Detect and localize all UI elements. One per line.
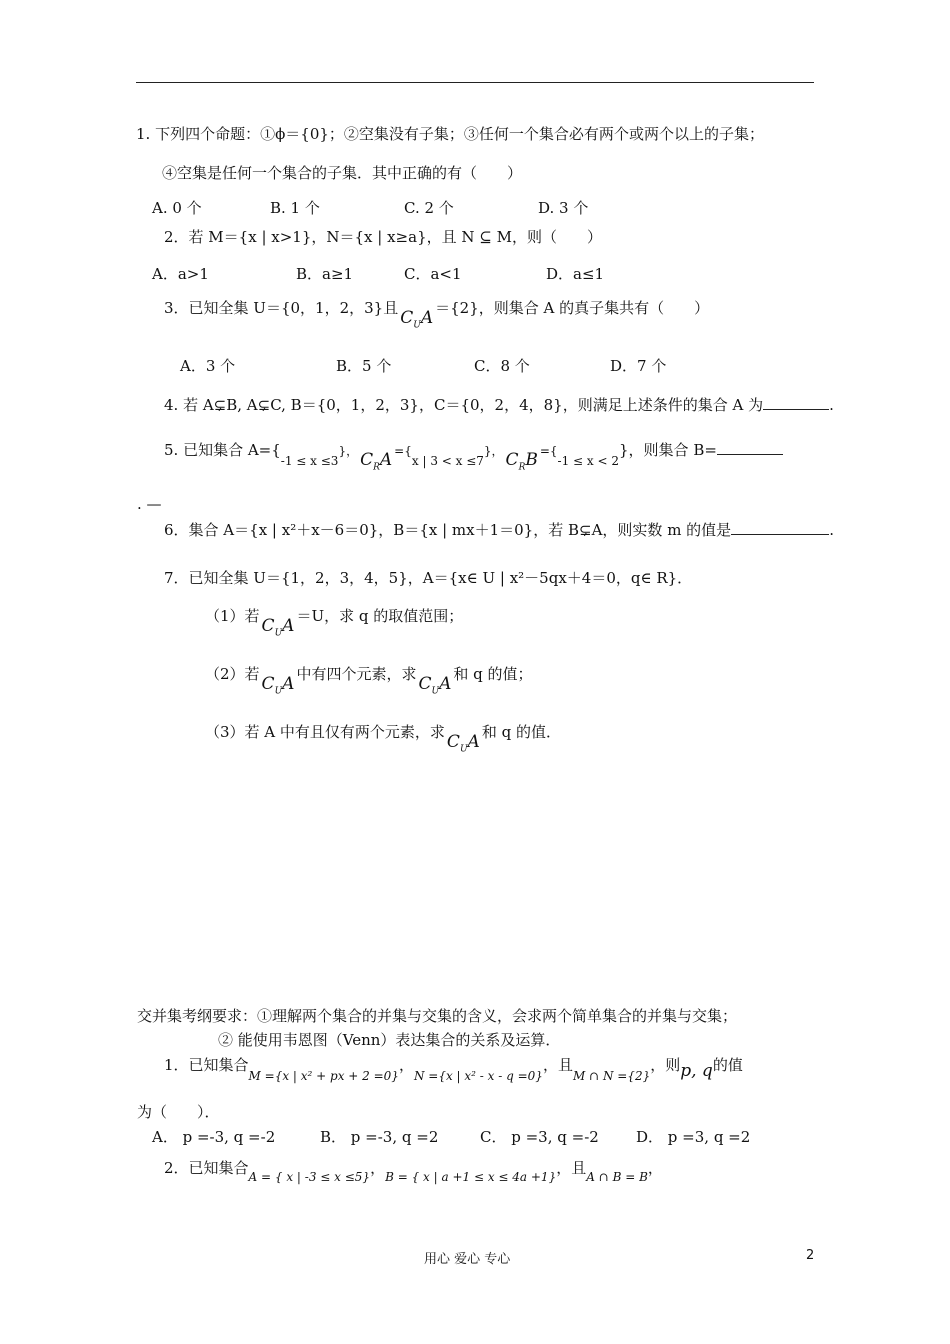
q7-p2-a: （2）若	[205, 665, 260, 683]
q1-option-d: D. 3 个	[538, 199, 589, 217]
s1-option-a: A． p =-3, q =-2	[152, 1128, 276, 1146]
q5-cra-sub: R	[373, 462, 380, 473]
q7-p2-cu2-sub: U	[431, 686, 440, 697]
s1-c: ，则	[650, 1056, 681, 1074]
q3-option-d: D．7 个	[610, 357, 667, 375]
q5-b: }，	[338, 444, 359, 458]
q2-option-c: C．a<1	[404, 265, 462, 283]
q1-option-a: A. 0 个	[152, 199, 202, 217]
q7-p1-cu: C	[261, 616, 275, 636]
page-number: 2	[806, 1248, 815, 1263]
q7-p2-cu: C	[261, 674, 275, 694]
q5-eq2: ={	[539, 444, 558, 458]
q7-p2-cu-a: A	[282, 674, 295, 694]
s2-set-b: B = { x | a +1 ≤ x ≤ 4a +1}	[385, 1170, 557, 1184]
q5-continuation: . —	[137, 495, 162, 513]
q5-set3: -1 ≤ x < 2	[557, 454, 620, 468]
q7-p1-b: ＝U，求 q 的取值范围；	[296, 607, 464, 625]
q3-stem-a: 3．已知全集 U＝{0，1，2，3}且	[164, 299, 399, 317]
header-rule	[136, 82, 814, 83]
q7-part1	[205, 606, 464, 639]
q5-crb-b: B	[525, 450, 538, 470]
s1-set-m: M ={x | x² + px + 2 =0}	[248, 1069, 399, 1083]
q4-end: .	[829, 396, 834, 414]
q4-line	[164, 395, 834, 415]
q5-crb-c: C	[505, 450, 519, 470]
s2-c: ，	[647, 1159, 663, 1177]
q7-p3-cu: C	[446, 732, 460, 752]
q6-text: 6．集合 A＝{x | x²＋x－6＝0}，B＝{x | mx＋1＝0}，若 B⊊A，则实数 m 的值是	[164, 521, 732, 539]
s2-stem	[164, 1158, 663, 1184]
q5-cra-a: A	[379, 450, 393, 470]
q7-p1-cu-sub: U	[274, 628, 283, 639]
s1-pq: p, q	[680, 1061, 713, 1081]
s2-b: ，且	[556, 1159, 587, 1177]
s2-condition: A ∩ B = B	[586, 1170, 648, 1184]
s1-intersection: M ∩ N ={2}	[572, 1069, 651, 1083]
q5-set1: -1 ≤ x ≤3	[280, 454, 339, 468]
q2-option-d: D．a≤1	[546, 265, 605, 283]
q3-option-a: A．3 个	[180, 357, 236, 375]
q2-option-b: B．a≥1	[296, 265, 354, 283]
q3-complement-sub: U	[413, 320, 421, 331]
s1-set-n: N ={x | x² - x - q =0}	[413, 1069, 543, 1083]
q3-option-c: C．8 个	[474, 357, 530, 375]
q5-eq1: ={	[394, 444, 412, 458]
q6-end: .	[829, 521, 834, 539]
q7-p2-c: 和 q 的值；	[453, 665, 533, 683]
s1-option-d: D． p =3, q =2	[636, 1128, 751, 1146]
s1-option-b: B． p =-3, q =2	[320, 1128, 439, 1146]
q3-complement-c: C	[400, 308, 414, 328]
s1-a: 1．已知集合	[164, 1056, 249, 1074]
q7-p3-cu-sub: U	[459, 744, 468, 755]
q2-stem: 2．若 M＝{x | x>1}，N＝{x | x≥a}，且 N ⊆ M，则（ ）	[164, 228, 602, 246]
q3-complement-a: A	[420, 308, 434, 328]
footer-text: 用心 爱心 专心	[424, 1252, 511, 1267]
s1-option-c: C． p =3, q =-2	[480, 1128, 599, 1146]
q6-line	[164, 520, 834, 540]
q6-answer-blank	[731, 520, 829, 535]
q5-line	[164, 440, 783, 473]
q7-p2-cu-sub: U	[274, 686, 283, 697]
q5-d: }，则集合 B=	[619, 441, 717, 459]
q7-p2-cu2-a: A	[439, 674, 452, 694]
q5-c: }，	[483, 444, 504, 458]
q7-p1-a: （1）若	[205, 607, 260, 625]
s1-b: ，且	[542, 1056, 573, 1074]
q7-p1-cu-a: A	[282, 616, 295, 636]
q3-stem	[164, 298, 710, 331]
s2-comma: ，	[370, 1159, 386, 1177]
q4-text: 4. 若 A⊊B, A⊊C, B＝{0，1，2，3}，C＝{0，2，4，8}，则满足上述条件的集合 A 为	[164, 396, 764, 414]
q7-part2	[205, 664, 533, 697]
q7-p2-b: 中有四个元素，求	[296, 665, 417, 683]
q5-answer-blank	[717, 440, 783, 455]
section2-line2: ② 能使用韦恩图（Venn）表达集合的关系及运算．	[218, 1031, 561, 1049]
q7-p3-cu-a: A	[467, 732, 480, 752]
q1-option-b: B. 1 个	[270, 199, 320, 217]
q3-option-b: B．5 个	[336, 357, 392, 375]
q1-option-c: C. 2 个	[404, 199, 454, 217]
q5-a: 5. 已知集合 A={	[164, 441, 281, 459]
q5-crb-sub: R	[518, 462, 526, 473]
q3-stem-b: ＝{2}，则集合 A 的真子集共有（ ）	[435, 299, 710, 317]
q7-part3	[205, 722, 561, 755]
q7-stem: 7．已知全集 U＝{1，2，3，4，5}，A＝{x∈ U | x²－5qx＋4＝0，q∈ R}．	[164, 569, 693, 587]
q5-set2: x | 3 < x ≤7	[411, 454, 484, 468]
q3-complement	[400, 308, 434, 331]
s1-d: 的值	[712, 1056, 743, 1074]
q4-answer-blank	[763, 395, 829, 410]
s2-set-a: A = { x | -3 ≤ x ≤5}	[248, 1170, 371, 1184]
q7-p3-a: （3）若 A 中有且仅有两个元素，求	[205, 723, 445, 741]
q5-cra-c: C	[360, 450, 374, 470]
q1-line2: ④空集是任何一个集合的子集．其中正确的有（ ）	[162, 164, 523, 182]
q2-option-a: A．a>1	[152, 265, 209, 283]
s1-comma: ，	[398, 1056, 414, 1074]
q7-p2-cu2: C	[418, 674, 432, 694]
s2-a: 2．已知集合	[164, 1159, 249, 1177]
q1-line1: 1. 下列四个命题：①ϕ＝{0}；②空集没有子集；③任何一个集合必有两个或两个以上的子集；	[136, 125, 764, 143]
s1-stem	[164, 1055, 743, 1083]
s1-line2: 为（ ）．	[137, 1103, 220, 1121]
section2-line1: 交并集考纲要求：①理解两个集合的并集与交集的含义，会求两个简单集合的并集与交集；	[137, 1007, 738, 1025]
q7-p3-b: 和 q 的值．	[481, 723, 561, 741]
